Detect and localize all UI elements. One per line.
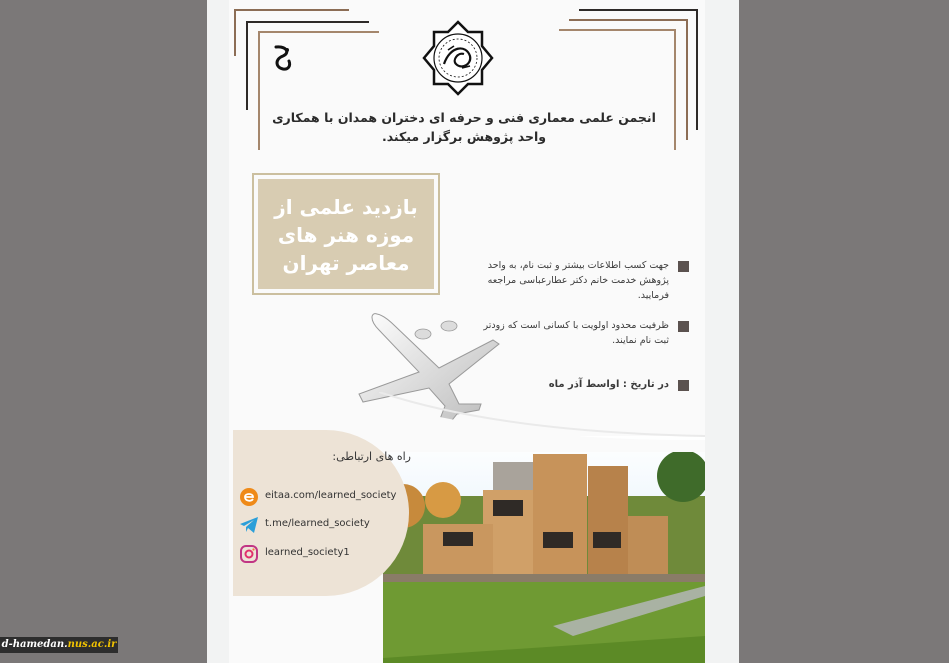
contact-telegram[interactable] — [239, 515, 409, 537]
contact-instagram[interactable] — [239, 544, 409, 566]
poster-headline: انجمن علمی معماری فنی و حرفه ای دختران همدان با همکاری واحد پژوهش برگزار میکند. — [272, 110, 656, 144]
event-title-box — [258, 179, 434, 289]
info-item-registration: جهت کسب اطلاعات بیشتر و ثبت نام، به واحد پژوهش خدمت خانم دکتر عطارعباسی مراجعه فرمایید. — [479, 258, 689, 303]
eitaa-icon — [239, 487, 259, 507]
event-poster — [229, 0, 705, 663]
contact-title: راه های ارتباطی: — [332, 450, 411, 463]
info-item-date: در تاریخ : اواسط آذر ماه — [479, 377, 689, 392]
square-bullet-icon — [678, 380, 689, 391]
contact-card — [233, 430, 409, 596]
site-watermark: d-hamedan.nus.ac.ir — [0, 637, 118, 653]
document-page — [207, 0, 739, 663]
institute-mark-icon — [271, 44, 295, 74]
decorative-curve — [379, 392, 705, 452]
info-item-capacity: ظرفیت محدود اولویت با کسانی است که زودتر ثبت نام نمایند. — [479, 318, 689, 348]
telegram-icon — [239, 515, 259, 535]
museum-photo — [383, 436, 705, 663]
event-title: بازدید علمی از موزه هنر های معاصر تهران — [274, 195, 418, 275]
square-bullet-icon — [678, 321, 689, 332]
contact-eitaa-label: eitaa.com/learned_society — [265, 490, 397, 501]
instagram-icon — [239, 544, 259, 564]
contact-eitaa[interactable] — [239, 487, 409, 509]
society-logo-icon — [420, 20, 496, 96]
contact-instagram-label: learned_society1 — [265, 547, 350, 558]
square-bullet-icon — [678, 261, 689, 272]
contact-telegram-label: t.me/learned_society — [265, 518, 370, 529]
